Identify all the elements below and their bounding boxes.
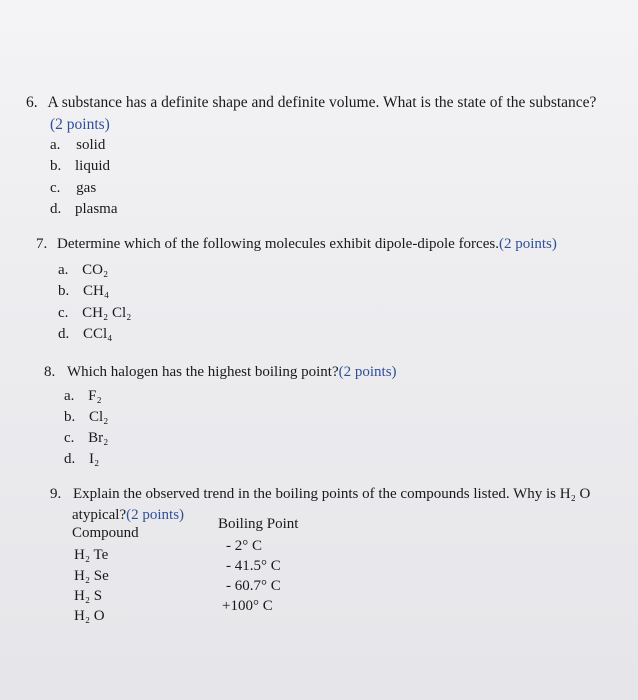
question-text: A substance has a definite shape and definite volume. What is the state of the substance?	[47, 94, 597, 111]
table-bp-0: - 2° C	[226, 538, 262, 554]
question-9-stem	[50, 486, 590, 503]
option-text: I₂	[89, 451, 100, 467]
question-8-option-b	[64, 409, 108, 426]
question-6-option-c	[50, 180, 96, 197]
table-compound-3: H₂ O	[74, 608, 105, 624]
table-header-compound: Compound	[72, 525, 139, 541]
question-6-option-b	[50, 158, 110, 175]
question-8-option-a	[64, 388, 102, 405]
option-text: CH₄	[83, 283, 110, 299]
question-6-option-a	[50, 137, 105, 154]
question-7-option-a	[58, 262, 108, 279]
option-text: CCl₄	[83, 326, 113, 342]
option-letter: b.	[50, 158, 62, 174]
question-7-stem	[36, 236, 557, 253]
table-bp-2: - 60.7° C	[226, 578, 281, 594]
table-compound-1: H₂ Se	[74, 568, 109, 584]
option-letter: b.	[64, 409, 76, 425]
question-6-points: (2 points)	[50, 116, 110, 133]
table-header-bp: Boiling Point	[218, 516, 299, 532]
option-text: Br₂	[88, 430, 109, 446]
question-8-option-d	[64, 451, 99, 468]
option-text: gas	[76, 180, 97, 196]
option-text: solid	[76, 137, 106, 153]
question-points: (2 points)	[498, 236, 557, 252]
table-bp-3: +100° C	[222, 598, 273, 614]
question-7-option-d	[58, 326, 112, 343]
option-text: CH₂ Cl₂	[82, 305, 132, 321]
table-bp-1: - 41.5° C	[226, 558, 281, 574]
option-letter: c.	[50, 180, 61, 196]
option-text: liquid	[75, 158, 111, 174]
option-text: plasma	[75, 201, 118, 217]
question-7-option-b	[58, 283, 109, 300]
option-letter: a.	[58, 262, 69, 278]
question-number: 8.	[44, 364, 56, 380]
option-letter: a.	[50, 137, 61, 153]
option-text: Cl₂	[89, 409, 109, 425]
option-letter: d.	[64, 451, 76, 467]
question-points: (2 points)	[338, 364, 397, 380]
question-9-stem-cont	[72, 507, 184, 524]
question-number: 7.	[36, 236, 48, 252]
option-text: CO₂	[82, 262, 109, 278]
question-8-stem	[44, 364, 397, 381]
question-number: 9.	[50, 486, 62, 502]
question-text: Explain the observed trend in the boiling points of the compounds listed. Why is H₂ O	[73, 486, 591, 502]
question-6-option-d	[50, 201, 118, 218]
option-letter: b.	[58, 283, 70, 299]
table-compound-0: H₂ Te	[74, 547, 109, 563]
question-points: (2 points)	[126, 507, 185, 523]
option-letter: c.	[64, 430, 75, 446]
option-text: F₂	[88, 388, 102, 404]
question-text: Which halogen has the highest boiling point?	[67, 364, 339, 380]
question-7-option-c	[58, 305, 131, 322]
table-compound-2: H₂ S	[74, 588, 103, 604]
option-letter: d.	[50, 201, 62, 217]
option-letter: c.	[58, 305, 69, 321]
option-letter: d.	[58, 326, 70, 342]
question-text: Determine which of the following molecules exhibit dipole-dipole forces.	[57, 236, 499, 252]
question-number: 6.	[26, 94, 38, 111]
option-letter: a.	[64, 388, 75, 404]
question-8-option-c	[64, 430, 108, 447]
question-text-cont: atypical?	[72, 507, 127, 523]
question-6-stem	[26, 94, 596, 112]
